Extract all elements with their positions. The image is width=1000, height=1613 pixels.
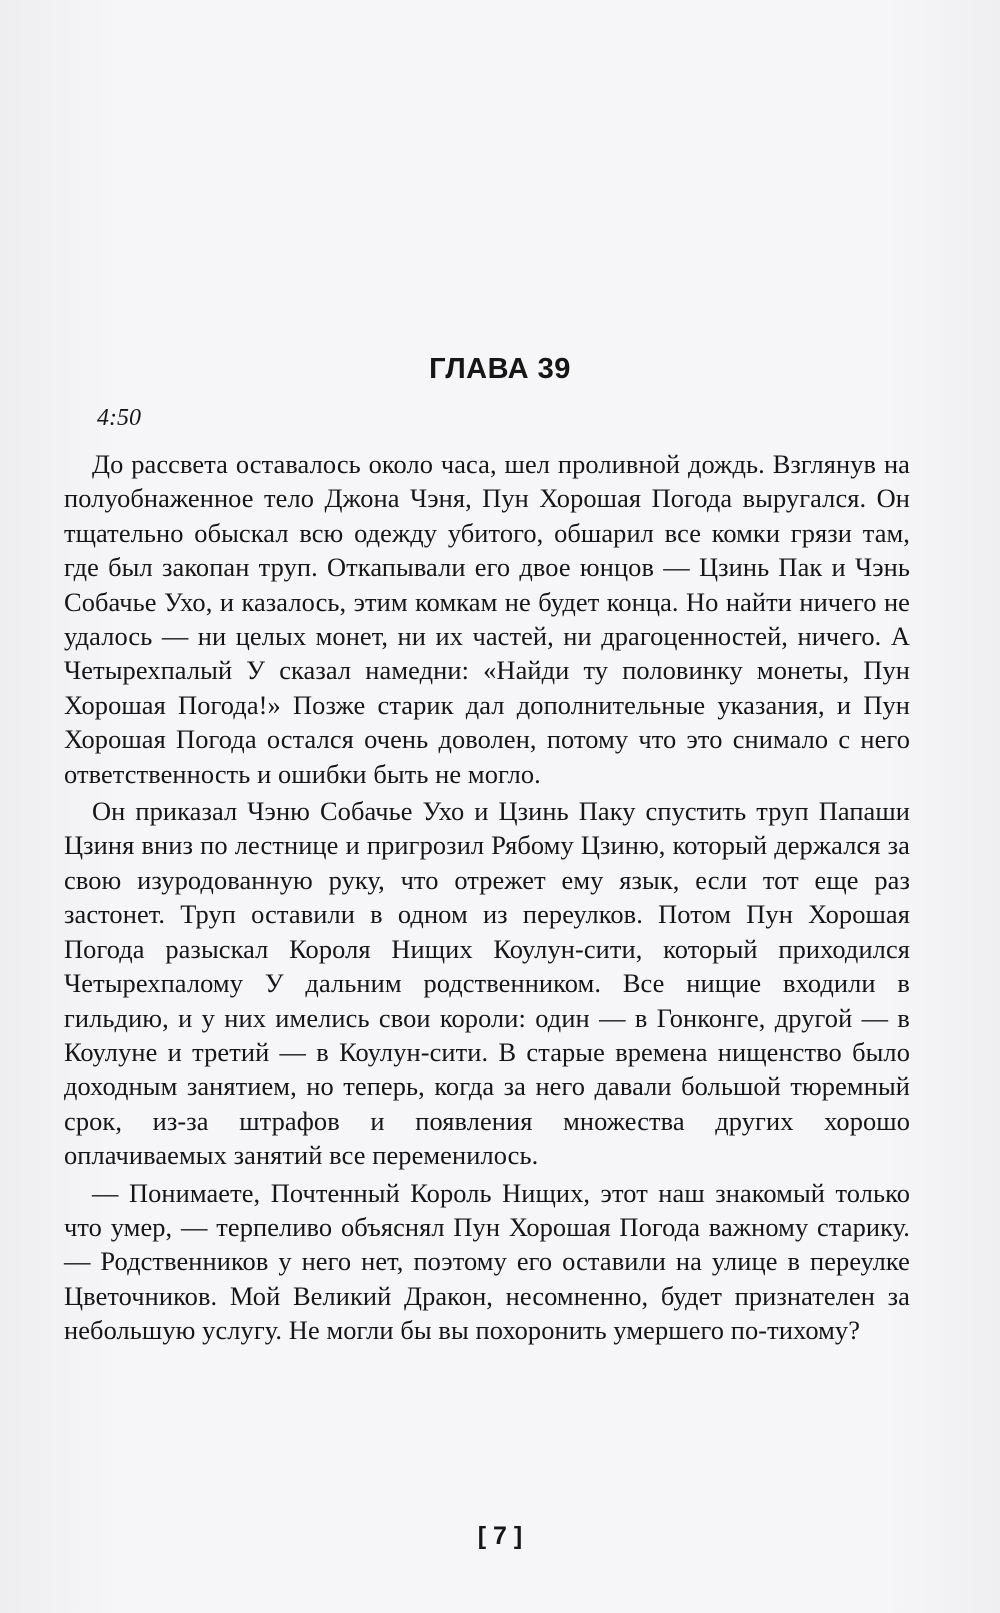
- page-number: [ 7 ]: [477, 1522, 523, 1550]
- body-text: [64, 447, 910, 1351]
- chapter-title: ГЛАВА 39: [429, 353, 571, 385]
- paragraph-3: — Понимаете, Почтенный Король Нищих, этот наш знакомый только что умер, — терпеливо объяснял Пун Хорошая Погода важному старику. — Родственников у него нет, поэтому его оставили на улице в переулке Цветочников. Мой Великий Дракон, несомненно, будет признателен за небольшую услугу. Не могли бы вы похоронить умершего по-тихому?: [64, 1177, 910, 1346]
- paragraph-2: Он приказал Чэню Собачье Ухо и Цзинь Паку спустить труп Папаши Цзиня вниз по лестнице и пригрозил Рябому Цзиню, который держался за свою изуродованную руку, что отрежет ему язык, если тот еще раз застонет. Труп оставили в одном из переулков. Потом Пун Хорошая Погода разыскал Короля Нищих Коулун-сити, который приходился Четырехпалому У дальним родственником. Все нищие входили в гильдию, и у них имелись свои короли: один — в Гонконге, другой — в Коулуне и третий — в Коулун-сити. В старые времена нищенство было доходным занятием, но теперь, когда за него давали большой тюремный срок, из-за штрафов и появления множества других хорошо оплачиваемых занятий все переменилось.: [64, 796, 910, 1171]
- chapter-time-mark: 4:50: [97, 405, 141, 431]
- paragraph-1: До рассвета оставалось около часа, шел проливной дождь. Взглянув на полуобнаженное тело Джона Чэня, Пун Хорошая Погода выругался. Он тщательно обыскал всю одежду убитого, обшарил все комки грязи там, где был закопан труп. Откапывали его двое юнцов — Цзинь Пак и Чэнь Собачье Ухо, и казалось, этим комкам не будет конца. Но найти ничего не удалось — ни целых монет, ни их частей, ни драгоценностей, ничего. А Четырехпалый У сказал намедни: «Найди ту половинку монеты, Пун Хорошая Погода!» Позже старик дал дополнительные указания, и Пун Хорошая Погода остался очень доволен, потому что это снимало с него ответственность и ошибки быть не могло.: [64, 449, 910, 789]
